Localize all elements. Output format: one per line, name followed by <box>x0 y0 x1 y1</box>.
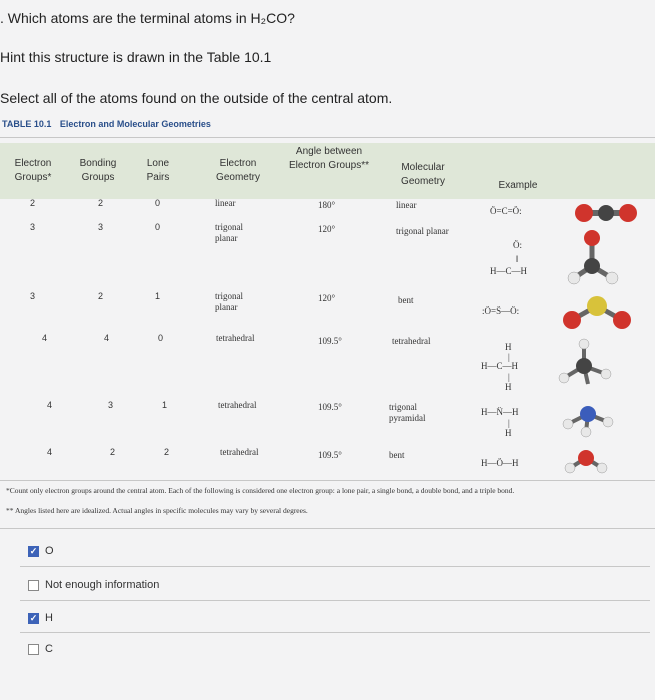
header-electron-geometry: Electron Geometry <box>216 158 260 183</box>
row6-lp: 2 <box>164 447 170 457</box>
row1-lp: 0 <box>155 198 161 208</box>
row5-eg: 4 <box>47 400 53 410</box>
options-top-rule <box>0 528 655 529</box>
question-text: . Which atoms are the terminal atoms in H₂CO? <box>0 10 295 26</box>
carbon-atom <box>584 258 600 274</box>
row4-example-h-top: H <box>505 342 512 352</box>
row5-angle: 109.5° <box>318 402 342 412</box>
row1-eg: 2 <box>30 198 36 208</box>
row3-bg: 2 <box>98 291 104 301</box>
row3-egeo: trigonal planar <box>215 291 243 312</box>
checkbox-o[interactable] <box>28 546 39 557</box>
option-o-label: O <box>45 545 54 557</box>
table-caption: Electron and Molecular Geometries <box>59 119 211 129</box>
hydrogen-atom <box>603 417 613 427</box>
co2-model <box>572 202 640 224</box>
option-h[interactable] <box>28 612 53 624</box>
row5-example: H—N̈—H <box>481 407 519 417</box>
table-header <box>0 143 655 199</box>
option-divider <box>20 600 650 601</box>
hydrogen-atom <box>606 272 618 284</box>
row5-egeo: tetrahedral <box>218 400 257 410</box>
methane-model <box>556 338 616 390</box>
row2-example-double-bond: ‖ <box>516 254 519 264</box>
row2-egeo: trigonal planar <box>215 222 243 243</box>
hydrogen-atom <box>568 272 580 284</box>
oxygen-atom <box>575 204 593 222</box>
header-molecular-geometry: Molecular Geometry <box>401 162 445 187</box>
row6-angle: 109.5° <box>318 450 342 460</box>
carbon-atom <box>598 205 614 221</box>
ammonia-model <box>560 400 616 440</box>
table-number: TABLE 10.1 <box>2 119 52 129</box>
row3-angle: 120° <box>318 293 336 303</box>
instruction-text: Select all of the atoms found on the outside of the central atom. <box>0 90 393 106</box>
option-divider <box>20 566 650 567</box>
row2-bg: 3 <box>98 222 104 232</box>
hydrogen-atom <box>559 373 569 383</box>
row2-example: H—C—H <box>490 266 528 276</box>
row3-mgeo: bent <box>398 295 414 305</box>
oxygen-atom <box>619 204 637 222</box>
row1-egeo: linear <box>215 198 236 208</box>
hydrogen-atom <box>565 463 575 473</box>
hydrogen-atom <box>581 427 591 437</box>
row1-example: Ö=C=Ö: <box>490 206 522 216</box>
option-not-enough-information[interactable] <box>28 579 159 591</box>
header-lone-pairs: Lone Pairs <box>146 158 170 183</box>
row4-example-bond2: | <box>508 372 510 382</box>
hydrogen-atom <box>597 463 607 473</box>
sulfur-atom <box>587 296 607 316</box>
option-h-label: H <box>45 612 53 624</box>
table-bottom-rule <box>0 480 655 481</box>
footnote-2: ** Angles listed here are idealized. Actual angles in specific molecules may vary by several degrees. <box>6 506 308 515</box>
header-bonding-groups: Bonding Groups <box>79 158 117 183</box>
row2-eg: 3 <box>30 222 36 232</box>
oxygen-atom <box>563 311 581 329</box>
option-divider <box>20 632 650 633</box>
row1-bg: 2 <box>98 198 104 208</box>
row4-bg: 4 <box>104 333 110 343</box>
option-c-label: C <box>45 643 53 655</box>
water-model <box>560 446 612 476</box>
row5-example-bond: | <box>508 418 510 428</box>
hydrogen-atom <box>601 369 611 379</box>
option-not-enough-information-label: Not enough information <box>45 579 160 591</box>
row5-bg: 3 <box>108 400 114 410</box>
row1-angle: 180° <box>318 200 336 210</box>
row4-eg: 4 <box>42 333 48 343</box>
row4-example-h-bottom: H <box>505 382 512 392</box>
row4-angle: 109.5° <box>318 336 342 346</box>
checkbox-c[interactable] <box>28 644 39 655</box>
checkbox-not-enough-information[interactable] <box>28 580 39 591</box>
header-electron-groups: Electron Groups* <box>14 158 52 183</box>
row5-lp: 1 <box>162 400 168 410</box>
oxygen-atom <box>613 311 631 329</box>
row5-mgeo: trigonal pyramidal <box>389 402 426 423</box>
row4-lp: 0 <box>158 333 164 343</box>
carbon-atom <box>576 358 592 374</box>
row6-bg: 2 <box>110 447 116 457</box>
row5-example-h-bottom: H <box>505 428 512 438</box>
row3-eg: 3 <box>30 291 36 301</box>
option-c[interactable] <box>28 643 53 655</box>
table-title <box>2 119 211 129</box>
oxygen-atom <box>584 230 600 246</box>
row2-angle: 120° <box>318 224 336 234</box>
row1-mgeo: linear <box>396 200 417 210</box>
row4-example: H—C—H <box>481 361 519 371</box>
row6-mgeo: bent <box>389 450 405 460</box>
row2-mgeo: trigonal planar <box>396 226 449 236</box>
hydrogen-atom <box>579 339 589 349</box>
row3-example: :Ö=S̈—Ö: <box>482 306 520 316</box>
row4-egeo: tetrahedral <box>216 333 255 343</box>
row3-lp: 1 <box>155 291 161 301</box>
oxygen-atom <box>578 450 594 466</box>
header-angle: Angle between Electron Groups** <box>288 146 370 171</box>
option-o[interactable] <box>28 545 54 557</box>
table-top-rule <box>0 137 655 138</box>
row2-lp: 0 <box>155 222 161 232</box>
formaldehyde-model <box>566 228 622 286</box>
footnote-1: *Count only electron groups around the central atom. Each of the following is considered one electron group: a lone pair, a single bond, a double bond, and a triple bond. <box>6 486 515 495</box>
so2-model <box>562 292 632 332</box>
hydrogen-atom <box>563 419 573 429</box>
nitrogen-atom <box>580 406 596 422</box>
hint-text: Hint this structure is drawn in the Table 10.1 <box>0 49 272 65</box>
row6-example: H—Ö—H <box>481 458 519 468</box>
row4-example-bond: | <box>508 352 510 362</box>
header-example: Example <box>498 180 538 191</box>
row4-mgeo: tetrahedral <box>392 336 431 346</box>
row6-eg: 4 <box>47 447 53 457</box>
row2-example-o: Ö: <box>513 240 522 250</box>
row6-egeo: tetrahedral <box>220 447 259 457</box>
checkbox-h[interactable] <box>28 613 39 624</box>
